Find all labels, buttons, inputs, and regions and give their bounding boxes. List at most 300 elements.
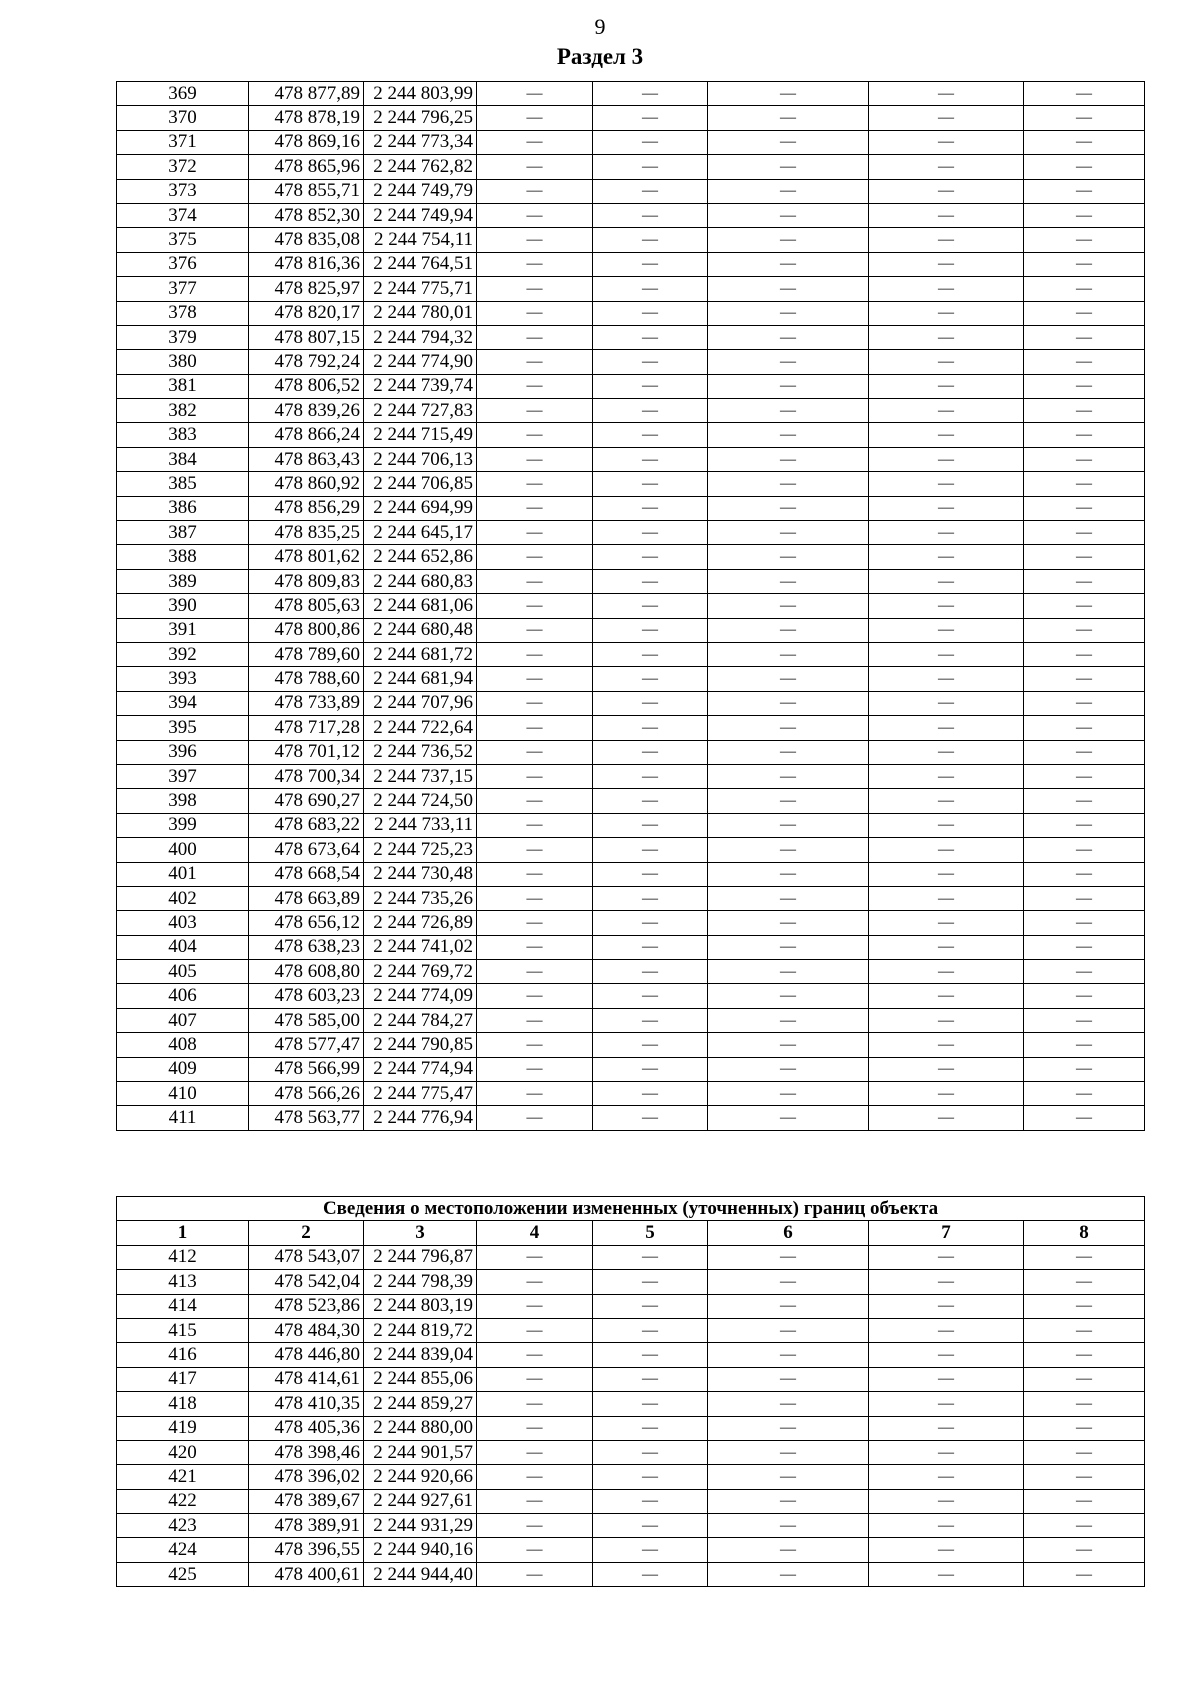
x-coordinate-cell: 478 400,61	[249, 1562, 364, 1586]
y-coordinate-cell: 2 244 780,01	[364, 301, 477, 325]
empty-value-cell: —	[708, 423, 869, 447]
empty-value-cell: —	[593, 569, 708, 593]
empty-value-cell: —	[477, 374, 593, 398]
empty-value-cell: —	[1024, 82, 1145, 106]
empty-value-cell: —	[869, 106, 1024, 130]
y-coordinate-cell: 2 244 737,15	[364, 764, 477, 788]
y-coordinate-cell: 2 244 855,06	[364, 1367, 477, 1391]
empty-value-cell: —	[593, 642, 708, 666]
y-coordinate-cell: 2 244 774,09	[364, 984, 477, 1008]
empty-value-cell: —	[708, 399, 869, 423]
table-row	[117, 106, 1145, 130]
x-coordinate-cell: 478 852,30	[249, 203, 364, 227]
empty-value-cell: —	[708, 1514, 869, 1538]
empty-value-cell: —	[477, 838, 593, 862]
x-coordinate-cell: 478 405,36	[249, 1416, 364, 1440]
y-coordinate-cell: 2 244 927,61	[364, 1489, 477, 1513]
empty-value-cell: —	[477, 325, 593, 349]
empty-value-cell: —	[869, 1514, 1024, 1538]
empty-value-cell: —	[708, 960, 869, 984]
table-row	[117, 1392, 1145, 1416]
empty-value-cell: —	[593, 618, 708, 642]
empty-value-cell: —	[708, 521, 869, 545]
x-coordinate-cell: 478 566,26	[249, 1082, 364, 1106]
x-coordinate-cell: 478 668,54	[249, 862, 364, 886]
column-header: 2	[249, 1221, 364, 1245]
empty-value-cell: —	[593, 301, 708, 325]
table-row	[117, 1416, 1145, 1440]
empty-value-cell: —	[869, 764, 1024, 788]
empty-value-cell: —	[869, 1465, 1024, 1489]
empty-value-cell: —	[593, 935, 708, 959]
empty-value-cell: —	[593, 1538, 708, 1562]
empty-value-cell: —	[1024, 1489, 1145, 1513]
empty-value-cell: —	[477, 82, 593, 106]
column-header: 6	[708, 1221, 869, 1245]
empty-value-cell: —	[1024, 228, 1145, 252]
empty-value-cell: —	[869, 203, 1024, 227]
empty-value-cell: —	[1024, 1318, 1145, 1342]
y-coordinate-cell: 2 244 726,89	[364, 911, 477, 935]
empty-value-cell: —	[708, 1270, 869, 1294]
empty-value-cell: —	[477, 1033, 593, 1057]
empty-value-cell: —	[869, 1245, 1024, 1269]
y-coordinate-cell: 2 244 706,85	[364, 472, 477, 496]
y-coordinate-cell: 2 244 774,94	[364, 1057, 477, 1081]
empty-value-cell: —	[708, 1082, 869, 1106]
column-header: 7	[869, 1221, 1024, 1245]
point-number-cell: 391	[117, 618, 249, 642]
column-header: 5	[593, 1221, 708, 1245]
x-coordinate-cell: 478 816,36	[249, 252, 364, 276]
empty-value-cell: —	[593, 984, 708, 1008]
column-header: 4	[477, 1221, 593, 1245]
page-number: 9	[594, 14, 606, 39]
point-number-cell: 407	[117, 1008, 249, 1032]
empty-value-cell: —	[1024, 496, 1145, 520]
empty-value-cell: —	[869, 1270, 1024, 1294]
empty-value-cell: —	[1024, 155, 1145, 179]
table-row	[117, 789, 1145, 813]
empty-value-cell: —	[869, 496, 1024, 520]
empty-value-cell: —	[708, 155, 869, 179]
empty-value-cell: —	[708, 350, 869, 374]
point-number-cell: 410	[117, 1082, 249, 1106]
column-header: 1	[117, 1221, 249, 1245]
empty-value-cell: —	[708, 984, 869, 1008]
empty-value-cell: —	[1024, 813, 1145, 837]
empty-value-cell: —	[477, 618, 593, 642]
table-row	[117, 1106, 1145, 1130]
table-row	[117, 960, 1145, 984]
x-coordinate-cell: 478 860,92	[249, 472, 364, 496]
empty-value-cell: —	[593, 399, 708, 423]
empty-value-cell: —	[708, 472, 869, 496]
empty-value-cell: —	[593, 1562, 708, 1586]
point-number-cell: 425	[117, 1562, 249, 1586]
empty-value-cell: —	[477, 1245, 593, 1269]
table-row	[117, 1367, 1145, 1391]
table-row	[117, 179, 1145, 203]
empty-value-cell: —	[477, 350, 593, 374]
point-number-cell: 422	[117, 1489, 249, 1513]
empty-value-cell: —	[869, 911, 1024, 935]
empty-value-cell: —	[869, 472, 1024, 496]
y-coordinate-cell: 2 244 776,94	[364, 1106, 477, 1130]
y-coordinate-cell: 2 244 706,13	[364, 447, 477, 471]
empty-value-cell: —	[708, 130, 869, 154]
empty-value-cell: —	[708, 1465, 869, 1489]
empty-value-cell: —	[869, 667, 1024, 691]
empty-value-cell: —	[869, 252, 1024, 276]
empty-value-cell: —	[708, 813, 869, 837]
point-number-cell: 414	[117, 1294, 249, 1318]
empty-value-cell: —	[708, 325, 869, 349]
empty-value-cell: —	[477, 1514, 593, 1538]
point-number-cell: 405	[117, 960, 249, 984]
empty-value-cell: —	[869, 1416, 1024, 1440]
empty-value-cell: —	[1024, 252, 1145, 276]
empty-value-cell: —	[708, 1367, 869, 1391]
empty-value-cell: —	[869, 740, 1024, 764]
empty-value-cell: —	[869, 1538, 1024, 1562]
table-row	[117, 1489, 1145, 1513]
empty-value-cell: —	[708, 740, 869, 764]
y-coordinate-cell: 2 244 645,17	[364, 521, 477, 545]
empty-value-cell: —	[869, 1440, 1024, 1464]
empty-value-cell: —	[477, 1562, 593, 1586]
empty-value-cell: —	[708, 1008, 869, 1032]
empty-value-cell: —	[708, 1318, 869, 1342]
empty-value-cell: —	[593, 130, 708, 154]
empty-value-cell: —	[477, 472, 593, 496]
point-number-cell: 400	[117, 838, 249, 862]
x-coordinate-cell: 478 389,67	[249, 1489, 364, 1513]
empty-value-cell: —	[869, 301, 1024, 325]
empty-value-cell: —	[708, 1245, 869, 1269]
x-coordinate-cell: 478 700,34	[249, 764, 364, 788]
table-row	[117, 1008, 1145, 1032]
empty-value-cell: —	[477, 252, 593, 276]
empty-value-cell: —	[869, 716, 1024, 740]
x-coordinate-cell: 478 663,89	[249, 886, 364, 910]
empty-value-cell: —	[477, 1392, 593, 1416]
y-coordinate-cell: 2 244 796,87	[364, 1245, 477, 1269]
empty-value-cell: —	[708, 1416, 869, 1440]
point-number-cell: 389	[117, 569, 249, 593]
empty-value-cell: —	[708, 545, 869, 569]
empty-value-cell: —	[869, 423, 1024, 447]
table-row	[117, 740, 1145, 764]
y-coordinate-cell: 2 244 803,19	[364, 1294, 477, 1318]
point-number-cell: 388	[117, 545, 249, 569]
empty-value-cell: —	[1024, 472, 1145, 496]
column-header: 8	[1024, 1221, 1145, 1245]
x-coordinate-cell: 478 839,26	[249, 399, 364, 423]
empty-value-cell: —	[1024, 325, 1145, 349]
x-coordinate-cell: 478 835,08	[249, 228, 364, 252]
y-coordinate-cell: 2 244 775,71	[364, 277, 477, 301]
table-row	[117, 1245, 1145, 1269]
y-coordinate-cell: 2 244 790,85	[364, 1033, 477, 1057]
empty-value-cell: —	[1024, 1033, 1145, 1057]
y-coordinate-cell: 2 244 739,74	[364, 374, 477, 398]
table-row	[117, 277, 1145, 301]
table-row	[117, 423, 1145, 447]
x-coordinate-cell: 478 683,22	[249, 813, 364, 837]
y-coordinate-cell: 2 244 736,52	[364, 740, 477, 764]
table-row	[117, 203, 1145, 227]
y-coordinate-cell: 2 244 749,94	[364, 203, 477, 227]
empty-value-cell: —	[593, 716, 708, 740]
table-row	[117, 1343, 1145, 1367]
point-number-cell: 393	[117, 667, 249, 691]
y-coordinate-cell: 2 244 754,11	[364, 228, 477, 252]
coordinates-table-continued	[116, 81, 1145, 1131]
empty-value-cell: —	[593, 1489, 708, 1513]
x-coordinate-cell: 478 603,23	[249, 984, 364, 1008]
empty-value-cell: —	[869, 521, 1024, 545]
empty-value-cell: —	[708, 594, 869, 618]
empty-value-cell: —	[1024, 1106, 1145, 1130]
y-coordinate-cell: 2 244 722,64	[364, 716, 477, 740]
empty-value-cell: —	[477, 1057, 593, 1081]
empty-value-cell: —	[477, 1538, 593, 1562]
empty-value-cell: —	[708, 691, 869, 715]
empty-value-cell: —	[477, 447, 593, 471]
coordinates-table-body	[117, 82, 1145, 1131]
empty-value-cell: —	[477, 764, 593, 788]
table-row	[117, 545, 1145, 569]
table-row	[117, 350, 1145, 374]
empty-value-cell: —	[593, 594, 708, 618]
y-coordinate-cell: 2 244 707,96	[364, 691, 477, 715]
empty-value-cell: —	[708, 764, 869, 788]
table-row	[117, 691, 1145, 715]
empty-value-cell: —	[593, 496, 708, 520]
point-number-cell: 413	[117, 1270, 249, 1294]
empty-value-cell: —	[708, 618, 869, 642]
empty-value-cell: —	[477, 155, 593, 179]
y-coordinate-cell: 2 244 730,48	[364, 862, 477, 886]
table-row	[117, 862, 1145, 886]
point-number-cell: 415	[117, 1318, 249, 1342]
empty-value-cell: —	[593, 1514, 708, 1538]
empty-value-cell: —	[869, 545, 1024, 569]
point-number-cell: 421	[117, 1465, 249, 1489]
empty-value-cell: —	[593, 350, 708, 374]
x-coordinate-cell: 478 825,97	[249, 277, 364, 301]
empty-value-cell: —	[1024, 1270, 1145, 1294]
y-coordinate-cell: 2 244 762,82	[364, 155, 477, 179]
empty-value-cell: —	[869, 350, 1024, 374]
empty-value-cell: —	[1024, 667, 1145, 691]
empty-value-cell: —	[1024, 399, 1145, 423]
empty-value-cell: —	[593, 1245, 708, 1269]
empty-value-cell: —	[477, 911, 593, 935]
x-coordinate-cell: 478 410,35	[249, 1392, 364, 1416]
empty-value-cell: —	[477, 1440, 593, 1464]
empty-value-cell: —	[593, 691, 708, 715]
y-coordinate-cell: 2 244 784,27	[364, 1008, 477, 1032]
x-coordinate-cell: 478 866,24	[249, 423, 364, 447]
x-coordinate-cell: 478 566,99	[249, 1057, 364, 1081]
y-coordinate-cell: 2 244 798,39	[364, 1270, 477, 1294]
empty-value-cell: —	[1024, 642, 1145, 666]
empty-value-cell: —	[1024, 935, 1145, 959]
empty-value-cell: —	[869, 594, 1024, 618]
point-number-cell: 373	[117, 179, 249, 203]
table-row	[117, 1562, 1145, 1586]
empty-value-cell: —	[708, 1392, 869, 1416]
empty-value-cell: —	[1024, 1416, 1145, 1440]
empty-value-cell: —	[477, 569, 593, 593]
empty-value-cell: —	[477, 789, 593, 813]
section-title: Раздел 3	[556, 44, 644, 69]
point-number-cell: 395	[117, 716, 249, 740]
empty-value-cell: —	[477, 862, 593, 886]
x-coordinate-cell: 478 563,77	[249, 1106, 364, 1130]
empty-value-cell: —	[593, 545, 708, 569]
y-coordinate-cell: 2 244 715,49	[364, 423, 477, 447]
empty-value-cell: —	[477, 1343, 593, 1367]
empty-value-cell: —	[1024, 1538, 1145, 1562]
column-header-row	[117, 1221, 1145, 1245]
x-coordinate-cell: 478 806,52	[249, 374, 364, 398]
empty-value-cell: —	[1024, 1392, 1145, 1416]
x-coordinate-cell: 478 717,28	[249, 716, 364, 740]
empty-value-cell: —	[477, 1367, 593, 1391]
x-coordinate-cell: 478 638,23	[249, 935, 364, 959]
empty-value-cell: —	[477, 423, 593, 447]
x-coordinate-cell: 478 877,89	[249, 82, 364, 106]
point-number-cell: 375	[117, 228, 249, 252]
empty-value-cell: —	[708, 1033, 869, 1057]
empty-value-cell: —	[593, 911, 708, 935]
empty-value-cell: —	[1024, 374, 1145, 398]
table-row	[117, 1514, 1145, 1538]
empty-value-cell: —	[708, 106, 869, 130]
empty-value-cell: —	[869, 886, 1024, 910]
point-number-cell: 406	[117, 984, 249, 1008]
empty-value-cell: —	[593, 472, 708, 496]
x-coordinate-cell: 478 543,07	[249, 1245, 364, 1269]
y-coordinate-cell: 2 244 681,72	[364, 642, 477, 666]
empty-value-cell: —	[477, 228, 593, 252]
empty-value-cell: —	[593, 886, 708, 910]
empty-value-cell: —	[477, 1489, 593, 1513]
y-coordinate-cell: 2 244 681,94	[364, 667, 477, 691]
y-coordinate-cell: 2 244 859,27	[364, 1392, 477, 1416]
table-row	[117, 1294, 1145, 1318]
empty-value-cell: —	[869, 1562, 1024, 1586]
empty-value-cell: —	[708, 1057, 869, 1081]
empty-value-cell: —	[477, 277, 593, 301]
table-row	[117, 838, 1145, 862]
empty-value-cell: —	[477, 1294, 593, 1318]
empty-value-cell: —	[869, 838, 1024, 862]
x-coordinate-cell: 478 690,27	[249, 789, 364, 813]
empty-value-cell: —	[869, 130, 1024, 154]
table-row	[117, 642, 1145, 666]
empty-value-cell: —	[1024, 569, 1145, 593]
point-number-cell: 394	[117, 691, 249, 715]
table-row	[117, 1033, 1145, 1057]
empty-value-cell: —	[593, 1367, 708, 1391]
y-coordinate-cell: 2 244 694,99	[364, 496, 477, 520]
empty-value-cell: —	[869, 960, 1024, 984]
empty-value-cell: —	[1024, 1008, 1145, 1032]
x-coordinate-cell: 478 484,30	[249, 1318, 364, 1342]
x-coordinate-cell: 478 805,63	[249, 594, 364, 618]
empty-value-cell: —	[869, 1318, 1024, 1342]
x-coordinate-cell: 478 585,00	[249, 1008, 364, 1032]
empty-value-cell: —	[708, 1562, 869, 1586]
empty-value-cell: —	[593, 1318, 708, 1342]
empty-value-cell: —	[1024, 1465, 1145, 1489]
empty-value-cell: —	[593, 155, 708, 179]
table-row	[117, 228, 1145, 252]
point-number-cell: 419	[117, 1416, 249, 1440]
empty-value-cell: —	[869, 1008, 1024, 1032]
x-coordinate-cell: 478 414,61	[249, 1367, 364, 1391]
empty-value-cell: —	[593, 1294, 708, 1318]
y-coordinate-cell: 2 244 931,29	[364, 1514, 477, 1538]
empty-value-cell: —	[708, 1343, 869, 1367]
table-row	[117, 667, 1145, 691]
point-number-cell: 397	[117, 764, 249, 788]
x-coordinate-cell: 478 396,55	[249, 1538, 364, 1562]
point-number-cell: 424	[117, 1538, 249, 1562]
table-row	[117, 1538, 1145, 1562]
x-coordinate-cell: 478 869,16	[249, 130, 364, 154]
point-number-cell: 376	[117, 252, 249, 276]
table-row	[117, 813, 1145, 837]
empty-value-cell: —	[1024, 618, 1145, 642]
y-coordinate-cell: 2 244 880,00	[364, 1416, 477, 1440]
empty-value-cell: —	[477, 1106, 593, 1130]
empty-value-cell: —	[1024, 838, 1145, 862]
empty-value-cell: —	[593, 960, 708, 984]
empty-value-cell: —	[708, 203, 869, 227]
empty-value-cell: —	[477, 716, 593, 740]
point-number-cell: 411	[117, 1106, 249, 1130]
empty-value-cell: —	[593, 1392, 708, 1416]
empty-value-cell: —	[708, 1106, 869, 1130]
y-coordinate-cell: 2 244 901,57	[364, 1440, 477, 1464]
empty-value-cell: —	[869, 1367, 1024, 1391]
x-coordinate-cell: 478 863,43	[249, 447, 364, 471]
empty-value-cell: —	[869, 1106, 1024, 1130]
table-row	[117, 252, 1145, 276]
empty-value-cell: —	[477, 667, 593, 691]
point-number-cell: 379	[117, 325, 249, 349]
x-coordinate-cell: 478 800,86	[249, 618, 364, 642]
point-number-cell: 390	[117, 594, 249, 618]
x-coordinate-cell: 478 855,71	[249, 179, 364, 203]
y-coordinate-cell: 2 244 680,48	[364, 618, 477, 642]
empty-value-cell: —	[708, 716, 869, 740]
y-coordinate-cell: 2 244 681,06	[364, 594, 477, 618]
point-number-cell: 369	[117, 82, 249, 106]
empty-value-cell: —	[477, 642, 593, 666]
empty-value-cell: —	[1024, 984, 1145, 1008]
empty-value-cell: —	[1024, 716, 1145, 740]
y-coordinate-cell: 2 244 680,83	[364, 569, 477, 593]
empty-value-cell: —	[477, 1270, 593, 1294]
empty-value-cell: —	[869, 399, 1024, 423]
y-coordinate-cell: 2 244 735,26	[364, 886, 477, 910]
